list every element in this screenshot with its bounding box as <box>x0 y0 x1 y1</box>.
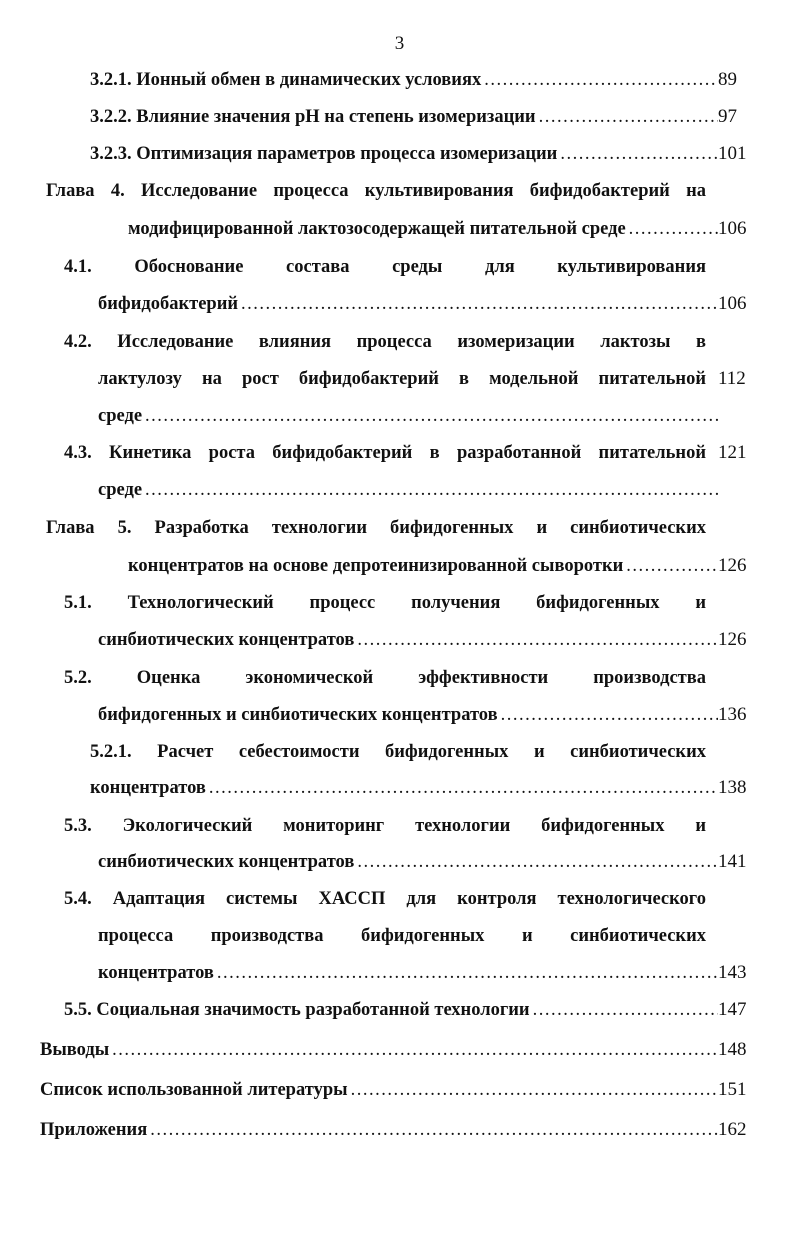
toc-entry-4-1-line-2[interactable] <box>98 291 718 317</box>
toc-entry-title: концентратов <box>90 778 206 798</box>
toc-entry-title: синбиотических концентратов <box>98 852 355 872</box>
toc-chapter-4-line-2[interactable] <box>128 216 718 242</box>
toc-page-number: 101 <box>718 143 747 164</box>
toc-entry-title: 3.2.1. Ионный обмен в динамических условиях <box>90 70 482 90</box>
toc-page-number: 148 <box>718 1039 747 1060</box>
leader-dots <box>112 1037 718 1063</box>
toc-entry-5-4-line-2[interactable]: процесса производства бифидогенных и синбиотических <box>98 926 706 946</box>
toc-page-number: 126 <box>718 629 747 650</box>
toc-page-number: 89 <box>718 69 737 90</box>
toc-chapter-4-line-1[interactable]: Глава 4. Исследование процесса культивирования бифидобактерий на <box>46 181 706 201</box>
toc-page-number: 112 <box>718 368 746 389</box>
toc-page-number: 136 <box>718 704 747 725</box>
toc-page-number: 138 <box>718 777 747 798</box>
toc-entry-5-2-line-1[interactable]: 5.2. Оценка экономической эффективности производства <box>64 668 706 688</box>
toc-entry-title: среде <box>98 406 143 426</box>
toc-entry-title: 3.2.2. Влияние значения pH на степень изомеризации <box>90 107 536 127</box>
leader-dots <box>539 104 718 130</box>
toc-page-number: 147 <box>718 999 747 1020</box>
leader-dots <box>150 1117 718 1143</box>
toc-entry-title: среде <box>98 480 143 500</box>
toc-entry-5-5[interactable] <box>64 997 718 1023</box>
toc-entry-5-1-line-1[interactable]: 5.1. Технологический процесс получения бифидогенных и <box>64 593 706 613</box>
toc-entry-title: Выводы <box>40 1040 110 1060</box>
toc-entry-4-3-line-2[interactable] <box>98 477 718 503</box>
page-number: 3 <box>394 33 405 54</box>
toc-entry-3-2-1[interactable] <box>90 67 718 93</box>
leader-dots <box>626 553 718 579</box>
toc-entry-3-2-3[interactable] <box>90 141 718 167</box>
toc-entry-title: концентратов на основе депротеинизированной сыворотки <box>128 556 624 576</box>
toc-entry-4-2-line-2[interactable]: лактулозу на рост бифидобактерий в модельной питательной <box>98 369 706 389</box>
toc-entry-5-2-line-2[interactable] <box>98 702 718 728</box>
leader-dots <box>560 141 718 167</box>
toc-page-number: 143 <box>718 962 747 983</box>
leader-dots <box>629 216 718 242</box>
leader-dots <box>484 67 718 93</box>
toc-entry-title: концентратов <box>98 963 214 983</box>
toc-entry-title: 5.5. Социальная значимость разработанной технологии <box>64 1000 530 1020</box>
toc-entry-5-4-line-1[interactable]: 5.4. Адаптация системы ХАССП для контроля технологического <box>64 889 706 909</box>
leader-dots <box>217 960 718 986</box>
toc-entry-title: Список использованной литературы <box>40 1080 348 1100</box>
toc-entry-5-2-1-line-2[interactable] <box>90 775 718 801</box>
toc-page-number: 121 <box>718 442 747 463</box>
toc-page-number: 151 <box>718 1079 747 1100</box>
toc-entry-5-3-line-1[interactable]: 5.3. Экологический мониторинг технологии бифидогенных и <box>64 816 706 836</box>
toc-entry-5-2-1-line-1[interactable]: 5.2.1. Расчет себестоимости бифидогенных и синбиотических <box>90 742 706 762</box>
leader-dots <box>533 997 718 1023</box>
toc-entry-4-3-line-1[interactable]: 4.3. Кинетика роста бифидобактерий в разработанной питательной <box>64 443 706 463</box>
leader-dots <box>357 849 718 875</box>
toc-entry-title: модифицированной лактозосодержащей питательной среде <box>128 219 626 239</box>
toc-entry-3-2-2[interactable] <box>90 104 718 130</box>
toc-page-number: 162 <box>718 1119 747 1140</box>
toc-chapter-5-line-1[interactable]: Глава 5. Разработка технологии бифидогенных и синбиотических <box>46 518 706 538</box>
toc-page-number: 106 <box>718 293 747 314</box>
leader-dots <box>501 702 718 728</box>
toc-entry-title: синбиотических концентратов <box>98 630 355 650</box>
toc-chapter-5-line-2[interactable] <box>128 553 718 579</box>
toc-entry-references[interactable] <box>40 1077 718 1103</box>
toc-entry-4-1-line-1[interactable]: 4.1. Обоснование состава среды для культивирования <box>64 257 706 277</box>
leader-dots <box>145 403 718 429</box>
toc-entry-5-3-line-2[interactable] <box>98 849 718 875</box>
leader-dots <box>357 627 718 653</box>
toc-entry-title: бифидобактерий <box>98 294 239 314</box>
toc-entry-4-2-line-3[interactable] <box>98 403 718 429</box>
toc-entry-title: бифидогенных и синбиотических концентратов <box>98 705 498 725</box>
toc-entry-appendices[interactable] <box>40 1117 718 1143</box>
leader-dots <box>351 1077 718 1103</box>
toc-entry-5-1-line-2[interactable] <box>98 627 718 653</box>
toc-entry-5-4-line-3[interactable] <box>98 960 718 986</box>
toc-entry-4-2-line-1[interactable]: 4.2. Исследование влияния процесса изомеризации лактозы в <box>64 332 706 352</box>
toc-page-number: 97 <box>718 106 737 127</box>
toc-entry-title: Приложения <box>40 1120 148 1140</box>
toc-entry-conclusions[interactable] <box>40 1037 718 1063</box>
toc-page-number: 126 <box>718 555 747 576</box>
toc-entry-title: 3.2.3. Оптимизация параметров процесса изомеризации <box>90 144 558 164</box>
leader-dots <box>209 775 718 801</box>
leader-dots <box>145 477 718 503</box>
toc-page-number: 141 <box>718 851 747 872</box>
leader-dots <box>241 291 718 317</box>
toc-page-number: 106 <box>718 218 747 239</box>
